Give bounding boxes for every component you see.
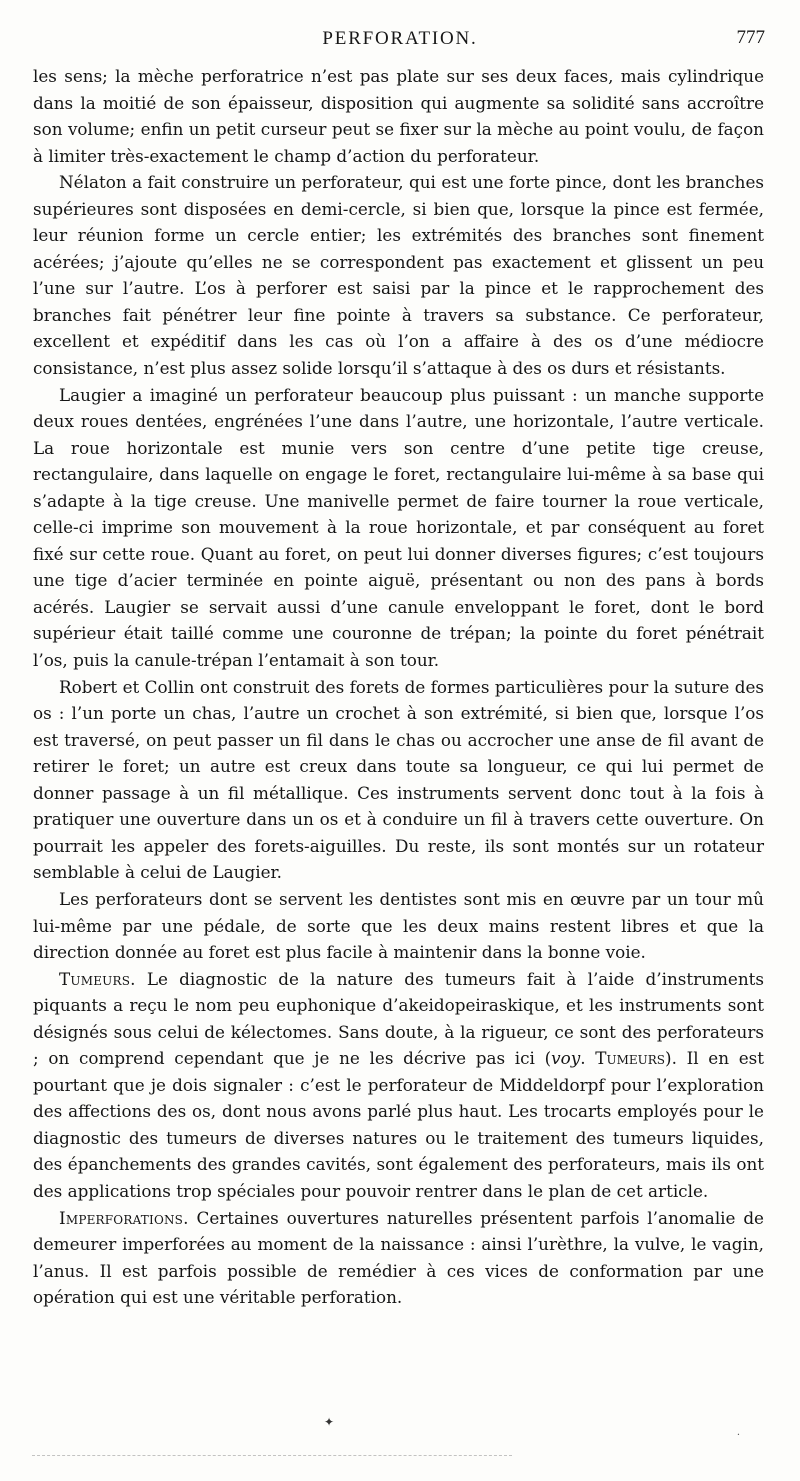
paragraph-6 <box>33 966 764 1205</box>
body-text <box>33 63 764 1311</box>
paragraph-4: Robert et Collin ont construit des forets de formes particulières pour la suture des os : l’un porte un chas, l’autre un crochet à son extrémité, si bien que, lorsque l’os est traversé, on peut passer un fil dans le chas ou accrocher une anse de fil avant de retirer le foret; un autre est creux dans toute sa longueur, ce qui lui permet de donner passage à un fil métallique. Ces instruments servent donc tout à la fois à pratiquer une ouverture dans un os et à conduire un fil à travers cette ouverture. On pourrait les appeler des forets-aiguilles. Du reste, ils sont montés sur un rotateur semblable à celui de Laugier. <box>33 676 764 883</box>
paragraph-3: Laugier a imaginé un perforateur beaucoup plus puissant : un manche supporte deux roues dentées, engrénées l’une dans l’autre, une horizontale, l’autre verticale. La roue horizontale est munie vers son centre d’une petite tige creuse, rectangulaire, dans laquelle on engage le foret, rectangulaire lui-même à sa base qui s’adapte à la tige creuse. Une manivelle permet de faire tourner la roue verticale, celle-ci imprime son mouvement à la roue horizontale, et par conséquent au foret fixé sur cette roue. Quant au foret, on peut lui donner diverses figures; c’est toujours une tige d’acier terminée en pointe aiguë, présentant ou non des pans à bords acérés. Laugier se servait aussi d’une canule enveloppant le foret, dont le bord supérieur était taillé comme une couronne de trépan; la pointe du foret pénétrait l’os, puis la canule-trépan l’entamait à son tour. <box>33 384 764 671</box>
section-head-imperforations: Imperforations. <box>59 1207 189 1228</box>
paragraph-1: les sens; la mèche perforatrice n’est pas plate sur ses deux faces, mais cylindrique dans la moitié de son épaisseur, disposition qui augmente sa solidité sans accroître son volume; enfin un petit curseur peut se fixer sur la mèche au point voulu, de façon à limiter très-exactement le champ d’action du perforateur. <box>33 66 764 166</box>
paragraph-6-spacer: . <box>580 1048 596 1069</box>
cross-reference-tumeurs: Tumeurs <box>595 1048 666 1069</box>
print-mark: ✦ <box>324 1415 335 1429</box>
paragraph-2: Nélaton a fait construire un perforateur, qui est une forte pince, dont les branches supérieures sont disposées en demi-cercle, si bien que, lorsque la pince est fermée, leur réunion forme un cercle entier; les extrémités des branches sont finement acérées; j’ajoute qu’elles ne se correspondent pas exactement et glissent un peu l’une sur l’autre. L’os à perforer est saisi par la pince et le rapprochement des branches fait pénétrer leur fine pointe à travers sa substance. Ce perforateur, excellent et expéditif dans les cas où l’on a affaire à des os d’une médiocre consistance, n’est plus assez solide lorsqu’il s’attaque à des os durs et résistants. <box>33 172 764 379</box>
print-speck: · <box>736 1430 740 1441</box>
paragraph-6-text-b: ). Il en est pourtant que je dois signaler : c’est le perforateur de Middeldorpf pour l’exploration des affections des os, dont nous avons parlé plus haut. Les trocarts employés pour le diagnostic des tumeurs de diverses natures ou le traitement des tumeurs liquides, des épanchements des grandes cavités, sont également des perforateurs, mais ils ont des applications trop spéciales pour pouvoir rentrer dans le plan de cet article. <box>33 1048 765 1201</box>
paragraph-6-voy: voy <box>551 1048 581 1069</box>
page-number: 777 <box>736 27 765 48</box>
bottom-margin-marks <box>32 1455 512 1457</box>
running-head <box>32 28 768 54</box>
running-title: PERFORATION. <box>322 28 478 49</box>
paragraph-7 <box>33 1205 764 1311</box>
section-head-tumeurs: Tumeurs. <box>59 968 136 989</box>
paragraph-6-text-a: Le diagnostic de la nature des tumeurs fait à l’aide d’instruments piquants a reçu le nom peu euphonique d’akeidopeiraskique, et les instruments sont désignés sous celui de kélectomes. Sans doute, à la rigueur, ce sont des perforateurs ; on comprend cependant que je ne les décrive pas ici ( <box>33 968 764 1069</box>
paragraph-7-text: Certaines ouvertures naturelles présentent parfois l’anomalie de demeurer imperforées au moment de la naissance : ainsi l’urèthre, la vulve, le vagin, l’anus. Il est parfois possible de remédier à ces vices de conformation par une opération qui est une véritable perforation. <box>33 1207 764 1308</box>
paragraph-5: Les perforateurs dont se servent les dentistes sont mis en œuvre par un tour mû lui-même par une pédale, de sorte que les deux mains restent libres et que la direction donnée au foret est plus facile à maintenir dans la bonne voie. <box>33 888 764 963</box>
